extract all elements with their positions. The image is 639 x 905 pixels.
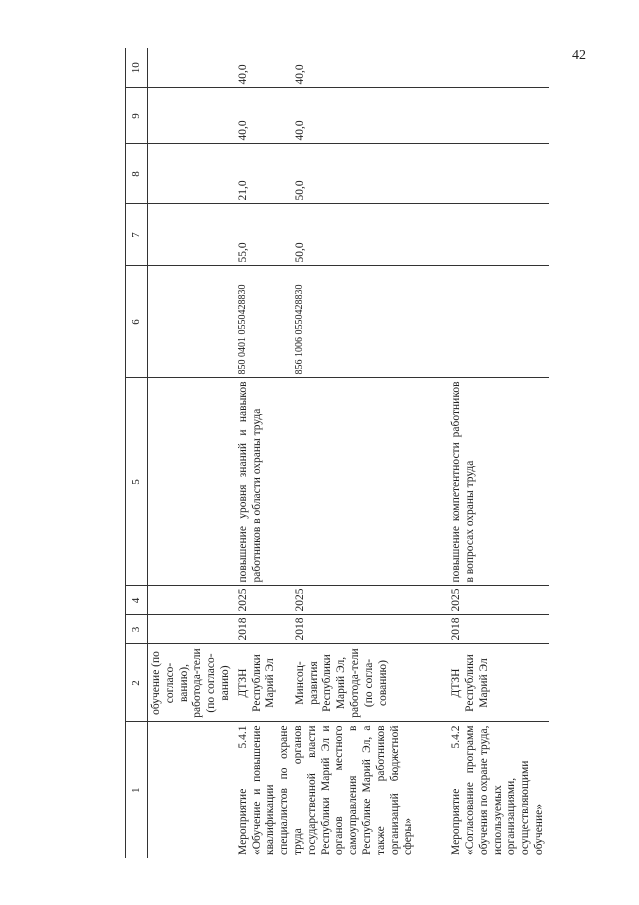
col-header-1: 1 [126, 722, 148, 858]
value-col7: 50,0 [292, 204, 418, 266]
table-row [235, 48, 292, 858]
end-year: 2025 [448, 586, 549, 615]
result-cell: повышение уровня знаний и навыков работников в области охраны труда [235, 378, 418, 586]
end-year: 2025 [235, 586, 292, 615]
executor-cell: ДТЗН Республики Марий Эл [235, 644, 292, 722]
col-header-8: 8 [126, 144, 148, 204]
col-header-2: 2 [126, 644, 148, 722]
table-row [418, 48, 448, 858]
executor-continuation: обучение (по согласо-ванию), работода-тели (по согласо-ванию) [148, 644, 235, 722]
budget-code: 856 1006 0550428830 [292, 266, 418, 378]
col-header-9: 9 [126, 88, 148, 144]
col-header-10: 10 [126, 48, 148, 88]
value-col10: 40,0 [236, 64, 249, 85]
value-col9: 40,0 [235, 88, 292, 144]
activity-cell: Мероприятие 5.4.2 «Согласование программ обучения по охране труда, используемых организациями, осуществляющими обучение» [448, 722, 549, 858]
value-col8: 50,0 [292, 144, 418, 204]
col-header-7: 7 [126, 204, 148, 266]
result-cell: повышение компетентности работников в вопросах охраны труда [448, 378, 549, 586]
start-year: 2018 [235, 615, 292, 644]
start-year: 2018 [292, 615, 418, 644]
program-activities-table [125, 48, 549, 858]
page-number: 42 [572, 48, 586, 63]
program-table-container [125, 48, 620, 858]
table-row [148, 48, 235, 858]
table-row [448, 48, 549, 858]
value-col10: 40,0 [293, 64, 306, 85]
col-header-6: 6 [126, 266, 148, 378]
activity-cell: Мероприятие 5.4.1 «Обучение и повышение квалификации специалистов по охране труда органов государственной власти Республики Марий Эл и органов местного самоуправления в Республике Марий Эл, а также работников организаций бюджетной сферы» [235, 722, 418, 858]
executor-cell: ДТЗН Республики Марий Эл [448, 644, 549, 722]
value-col7: 55,0 [235, 204, 292, 266]
budget-code: 850 0401 0550428830 [235, 266, 292, 378]
end-year: 2025 [292, 586, 418, 615]
executor-cell: Минсоц-развития Республики Марий Эл, работода-тели (по согла-сованию) [292, 644, 418, 722]
start-year: 2018 [448, 615, 549, 644]
col-header-5: 5 [126, 378, 148, 586]
col-header-4: 4 [126, 586, 148, 615]
col-header-3: 3 [126, 615, 148, 644]
value-col8: 21,0 [235, 144, 292, 204]
column-number-row [126, 48, 148, 858]
value-col9: 40,0 [292, 88, 418, 144]
